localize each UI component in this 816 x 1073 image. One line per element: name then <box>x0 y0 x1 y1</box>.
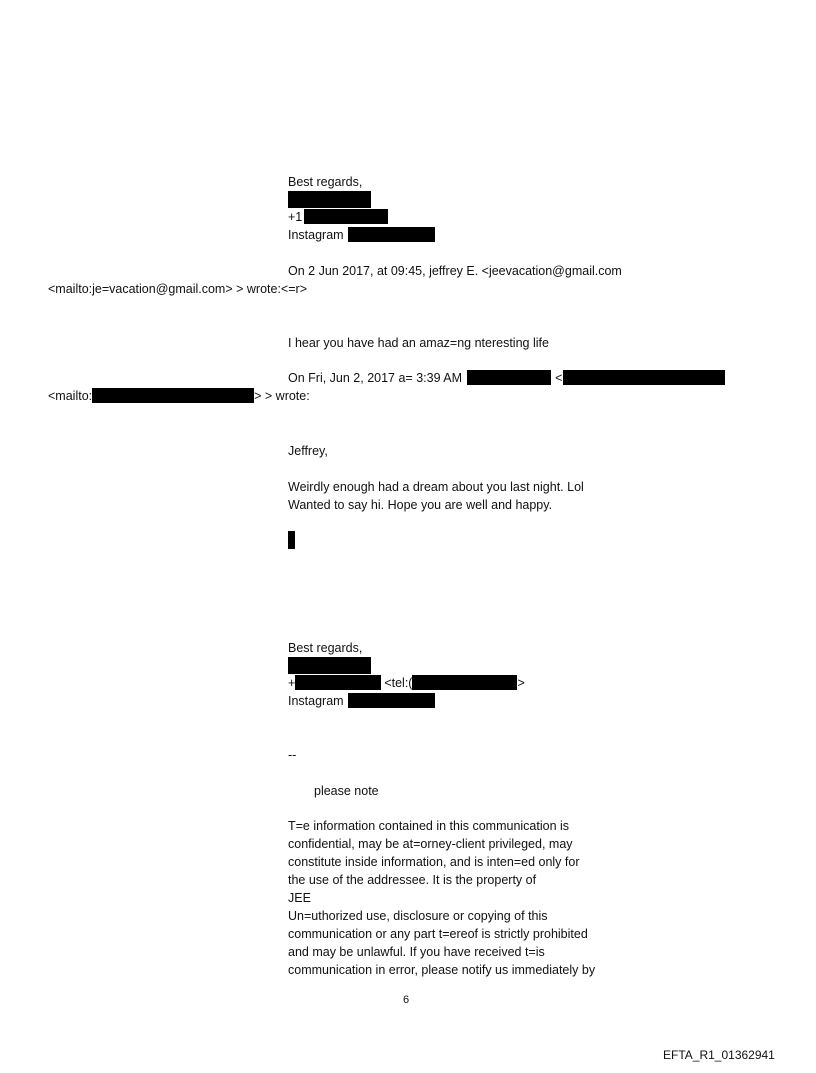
disclaimer-line: Un=uthorized use, disclosure or copying of this <box>288 909 548 923</box>
signature-instagram <box>288 227 435 244</box>
mailto-prefix: <mailto: <box>48 389 93 403</box>
quote-date: On Fri, Jun 2, 2017 a= 3:39 AM <box>288 371 463 385</box>
redaction-bar <box>288 531 295 549</box>
page-number: 6 <box>403 994 410 1006</box>
signature-closing: Best regards, <box>288 175 363 189</box>
instagram-label: Instagram <box>288 694 344 708</box>
signature-phone <box>288 675 525 692</box>
redaction-bar <box>412 675 517 690</box>
redaction-bar <box>467 370 551 385</box>
redaction-bar <box>348 227 435 242</box>
signature-phone <box>288 209 388 226</box>
instagram-label: Instagram <box>288 228 344 242</box>
note-heading: please note <box>314 784 379 798</box>
signature-instagram <box>288 693 435 710</box>
quote-header-line: On 2 Jun 2017, at 09:45, jeffrey E. <jeevacation@gmail.com <box>288 264 622 278</box>
disclaimer-line: confidential, may be at=orney-client privileged, may <box>288 837 573 851</box>
disclaimer-line: communication in error, please notify us immediately by <box>288 963 596 977</box>
angle-bracket: < <box>555 371 563 385</box>
wrote-label: > > wrote: <box>254 389 310 403</box>
tel-label: <tel:( <box>384 676 413 690</box>
quote-header-line <box>288 370 725 387</box>
message-greeting: Jeffrey, <box>288 444 328 458</box>
redaction-bar <box>348 693 435 708</box>
disclaimer-line: constitute inside information, and is inten=ed only for <box>288 855 580 869</box>
message-text: I hear you have had an amaz=ng nteresting life <box>288 336 549 350</box>
redaction-bar <box>288 191 371 208</box>
signature-separator: -- <box>288 748 297 762</box>
quote-header-line <box>48 388 310 405</box>
phone-prefix: + <box>288 676 296 690</box>
disclaimer-line: the use of the addressee. It is the property of <box>288 873 537 887</box>
redaction-bar <box>563 370 725 385</box>
quote-header-line: <mailto:je=vacation@gmail.com> > wrote:<=r> <box>48 282 307 296</box>
redaction-bar <box>288 657 371 674</box>
redaction-bar <box>92 388 254 403</box>
redaction-bar <box>304 209 388 224</box>
message-text: Wanted to say hi. Hope you are well and happy. <box>288 498 553 512</box>
tel-end: > <box>517 676 525 690</box>
disclaimer-line: T=e information contained in this communication is <box>288 819 570 833</box>
disclaimer-line: JEE <box>288 891 311 905</box>
disclaimer-line: and may be unlawful. If you have received t=is <box>288 945 545 959</box>
signature-closing: Best regards, <box>288 641 363 655</box>
redaction-bar <box>295 675 381 690</box>
phone-prefix: +1 <box>288 210 303 224</box>
message-text: Weirdly enough had a dream about you last night. Lol <box>288 480 584 494</box>
document-id: EFTA_R1_01362941 <box>663 1048 775 1062</box>
disclaimer-line: communication or any part t=ereof is strictly prohibited <box>288 927 588 941</box>
